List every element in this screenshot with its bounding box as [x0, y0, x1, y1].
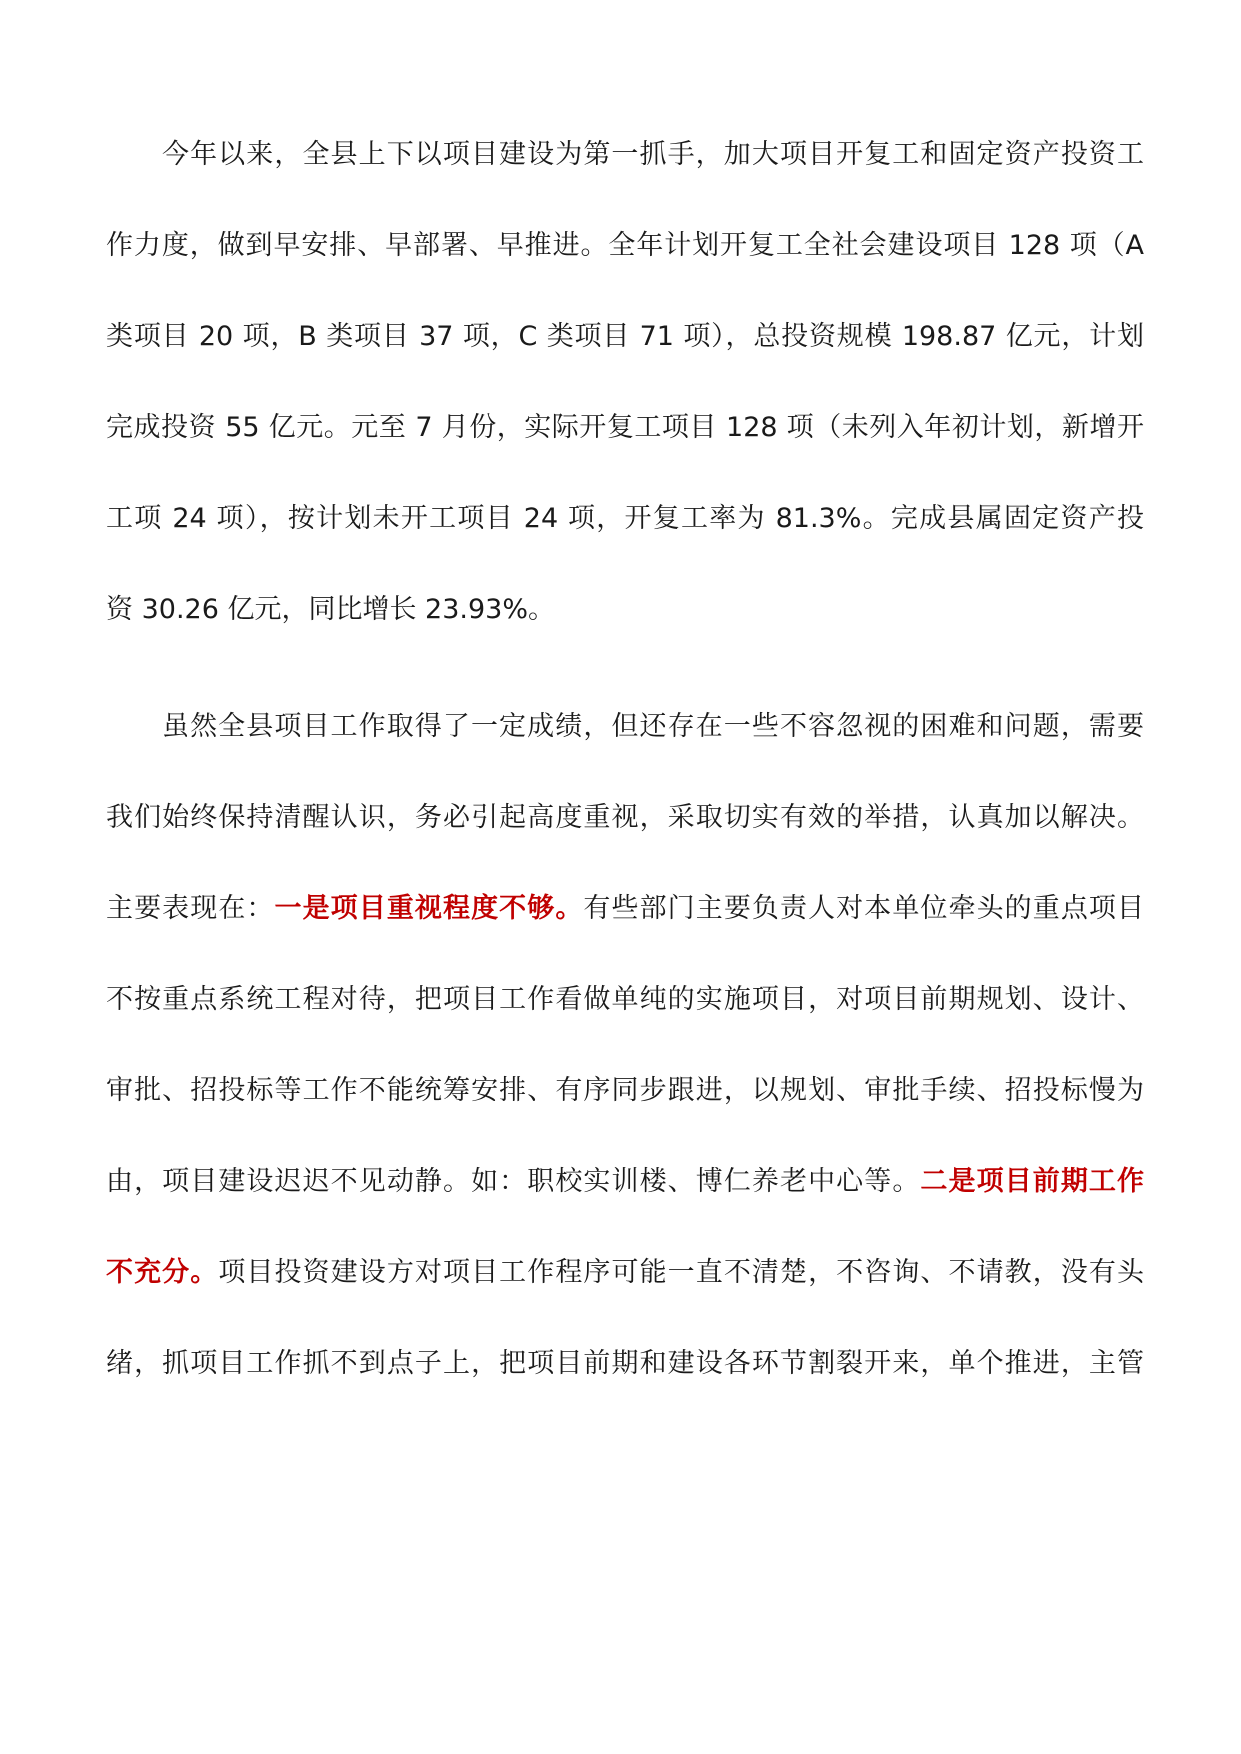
paragraph-2-line-6 — [106, 1162, 1144, 1202]
highlight-point-two-cont: 不充分。 — [106, 1257, 219, 1288]
line-3-text-cont: 有些部门主要负责人对本单位牵头的重点项目 — [583, 893, 1145, 924]
paragraph-1-line-3: 类项目 20 项，B 类项目 37 项，C 类项目 71 项），总投资规模 198.87 亿元，计划 — [106, 321, 1144, 352]
highlight-point-one: 一是项目重视程度不够。 — [274, 893, 584, 924]
line-3-text: 主要表现在： — [106, 893, 275, 924]
paragraph-2-line-4: 不按重点系统工程对待，把项目工作看做单纯的实施项目，对项目前期规划、设计、 — [106, 984, 1144, 1015]
paragraph-2-line-2: 我们始终保持清醒认识，务必引起高度重视，采取切实有效的举措，认真加以解决。 — [106, 802, 1144, 833]
highlight-point-two: 二是项目前期工作 — [920, 1166, 1145, 1197]
paragraph-2-line-7 — [106, 1253, 1144, 1293]
paragraph-1-line-6: 资 30.26 亿元，同比增长 23.93%。 — [106, 594, 555, 625]
paragraph-1-line-1: 今年以来，全县上下以项目建设为第一抓手，加大项目开复工和固定资产投资工 — [162, 139, 1144, 170]
paragraph-1-line-4: 完成投资 55 亿元。元至 7 月份，实际开复工项目 128 项（未列入年初计划，新增开 — [106, 412, 1144, 443]
paragraph-2-line-1: 虽然全县项目工作取得了一定成绩，但还存在一些不容忽视的困难和问题，需要 — [162, 711, 1144, 742]
paragraph-2-line-3 — [106, 889, 1144, 929]
paragraph-1-line-5: 工项 24 项），按计划未开工项目 24 项，开复工率为 81.3%。完成县属固定资产投 — [106, 503, 1144, 534]
line-7-text: 项目投资建设方对项目工作程序可能一直不清楚，不咨询、不请教，没有头 — [218, 1257, 1145, 1288]
paragraph-2-line-8: 绪，抓项目工作抓不到点子上，把项目前期和建设各环节割裂开来，单个推进，主管 — [106, 1348, 1144, 1379]
paragraph-2-line-5: 审批、招投标等工作不能统筹安排、有序同步跟进，以规划、审批手续、招投标慢为 — [106, 1075, 1144, 1106]
line-6-text: 由，项目建设迟迟不见动静。如：职校实训楼、博仁养老中心等。 — [106, 1166, 921, 1197]
paragraph-1-line-2: 作力度，做到早安排、早部署、早推进。全年计划开复工全社会建设项目 128 项（A — [106, 230, 1144, 261]
